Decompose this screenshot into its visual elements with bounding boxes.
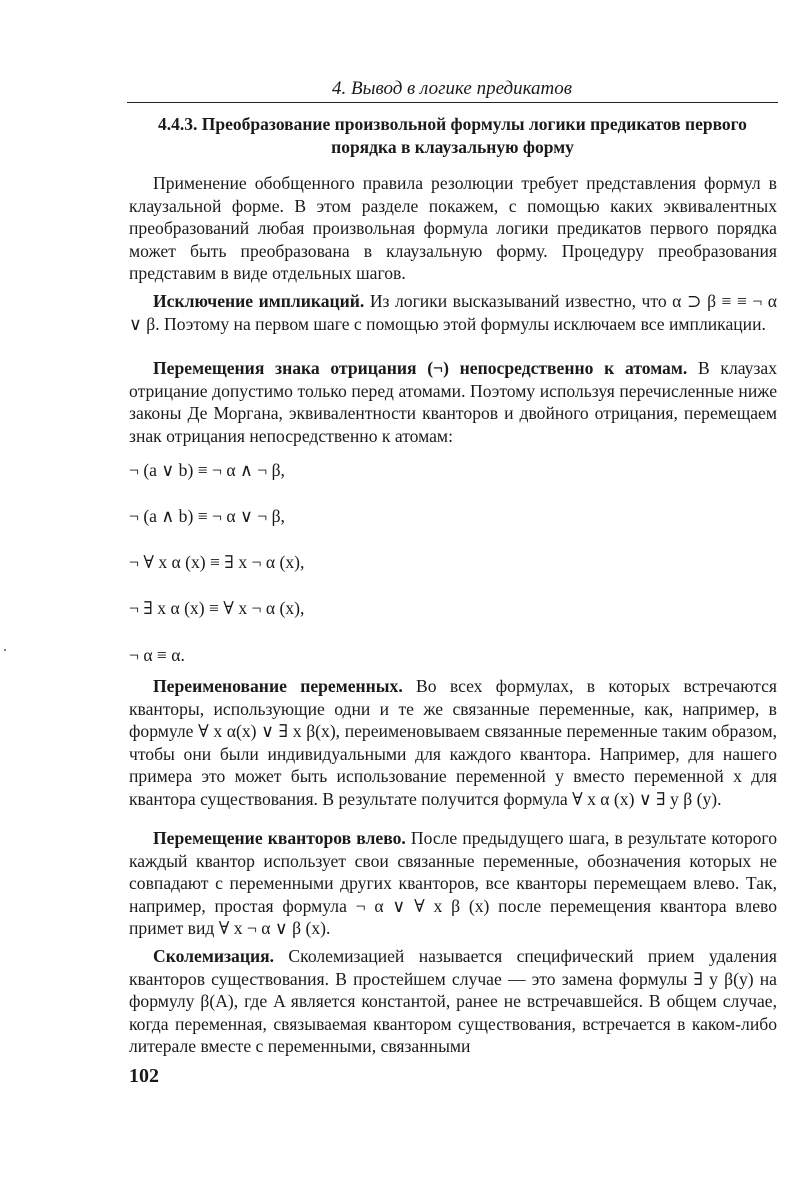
page-number: 102	[129, 1065, 159, 1087]
section-title: 4.4.3. Преобразование произвольной формулы логики предикатов первого порядка в клаузальную форму	[158, 114, 747, 157]
step1-lead: Исключение импликаций.	[153, 291, 365, 311]
scan-speck	[4, 649, 6, 651]
step2-lead: Перемещения знака отрицания (¬) непосредственно к атомам.	[153, 358, 688, 378]
step3-paragraph	[129, 675, 777, 810]
step3-lead: Переименование переменных.	[153, 676, 403, 696]
step4-block	[129, 827, 777, 940]
step4-paragraph	[129, 827, 777, 940]
step1-text: Из логики высказываний известно, что α ⊃ β ≡ ≡ ¬ α ∨ β. Поэтому на первом шаге с помощью этой формулы исключаем все импликации.	[129, 291, 777, 334]
step1-block	[129, 290, 777, 335]
formula-double-negation: ¬ α ≡ α.	[129, 645, 185, 665]
formula-exists-negation: ¬ ∃ x α (x) ≡ ∀ x ¬ α (x),	[129, 598, 305, 618]
formula-forall-negation: ¬ ∀ x α (x) ≡ ∃ x ¬ α (x),	[129, 552, 305, 572]
intro-block	[129, 172, 777, 285]
step5-paragraph	[129, 945, 777, 1058]
step3-text: Во всех формулах, в которых встречаются кванторы, использующие одни и те же связанные переменные, как, например, в формуле ∀ x α(x) ∨ ∃ x β(x), переименовываем связанные переменные таким образом, чтобы они были индивидуальными для каждого квантора. Например, для нашего примера это может быть использование переменной y вместо переменной x для квантора существования. В результате получится формула ∀ x α (x) ∨ ∃ y β (y).	[129, 676, 777, 809]
running-head: 4. Вывод в логике предикатов	[331, 78, 573, 99]
step3-block	[129, 675, 777, 810]
formula-de-morgan-and: ¬ (a ∧ b) ≡ ¬ α ∨ ¬ β,	[129, 506, 285, 526]
step5-lead: Сколемизация.	[153, 946, 275, 966]
step4-text: После предыдущего шага, в результате которого каждый квантор использует свои связанные переменные, обозначения которых не совпадают с переменными других кванторов, все кванторы перемещаем влево. Так, например, простая формула ¬ α ∨ ∀ x β (x) после перемещения квантора влево примет вид ∀ x ¬ α ∨ β (x).	[129, 828, 777, 938]
step2-text: В клаузах отрицание допустимо только перед атомами. Поэтому используя перечисленные ниже законы Де Моргана, эквивалентности кванторов и двойного отрицания, перемещаем знак отрицания непосредственно к атомам:	[129, 358, 777, 446]
intro-paragraph: Применение обобщенного правила резолюции требует представления формул в клаузальной форме. В этом разделе покажем, с помощью каких эквивалентных преобразований любая произвольная формула логики предикатов первого порядка может быть преобразована в клаузальную форму. Процедуру преобразования представим в виде отдельных шагов.	[129, 173, 777, 283]
step2-block	[129, 357, 777, 447]
step5-text: Сколемизацией называется специфический прием удаления кванторов существования. В простейшем случае — это замена формулы ∃ y β(y) на формулу β(A), где A является константой, ранее не встречавшейся. В общем случае, когда переменная, связываемая квантором существования, встречается в каком-либо литерале вместе с переменными, связанными	[129, 946, 777, 1056]
header-rule	[127, 102, 778, 103]
step5-block	[129, 945, 777, 1058]
step4-lead: Перемещение кванторов влево.	[153, 828, 406, 848]
step2-paragraph	[129, 357, 777, 447]
step1-paragraph	[129, 290, 777, 335]
formula-de-morgan-or: ¬ (a ∨ b) ≡ ¬ α ∧ ¬ β,	[129, 460, 285, 480]
